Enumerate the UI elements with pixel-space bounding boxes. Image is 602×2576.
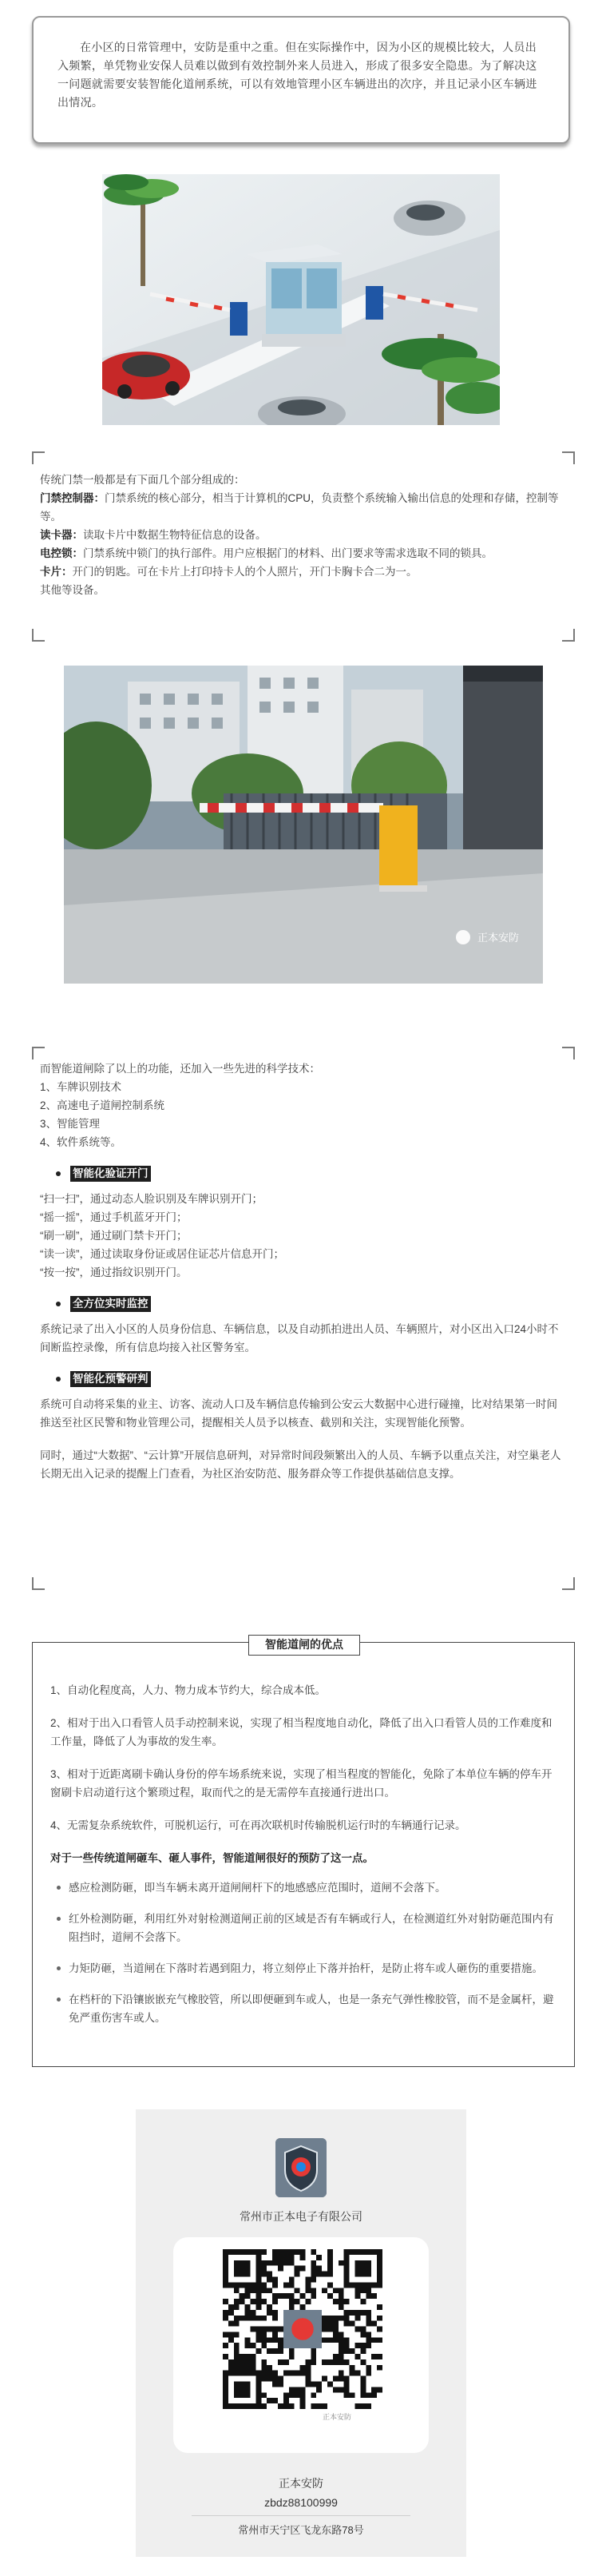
components-outro: 其他等设备。 [40, 584, 105, 596]
qr-code-icon [223, 2249, 382, 2409]
bullet-dot-icon [57, 1917, 61, 1921]
qr-code[interactable] [223, 2249, 382, 2409]
verify-line: “摇一摇”，通过手机蓝牙开门； [40, 1211, 188, 1223]
components-intro: 传统门禁一般都是有下面几个部分组成的： [40, 474, 245, 486]
monitor-paragraph: 系统记录了出入小区的人员身份信息、车辆信息，以及自动抓拍进出人员、车辆照片，对小区出入口24小时不间断监控录像，所有信息均接入社区警务室。 [40, 1323, 559, 1354]
divider [192, 2515, 410, 2516]
qr-caption: 正本安防 [323, 2413, 352, 2421]
advantages-subheading: 对于一些传统道闸砸车、砸人事件，智能道闸很好的预防了这一点。 [50, 1852, 374, 1864]
barrier-cabinet [379, 805, 418, 885]
bullet-dot-icon [57, 1886, 61, 1890]
qr-panel [173, 2237, 429, 2453]
tech-intro: 而智能道闸除了以上的功能，还加入一些先进的科学技术： [40, 1063, 320, 1075]
bullet-dot-icon [56, 1377, 61, 1381]
verify-line: “读一读”，通过读取身份证或居住证芯片信息开门； [40, 1248, 284, 1260]
warning-paragraph: 同时，通过“大数据”、“云计算”开展信息研判，对异常时间段频繁出入的人员、车辆予以重点关注，对空巢老人长期无出入记录的提醒上门查看，为社区治安防范、服务群众等工作提供基础信息支撑。 [40, 1449, 561, 1480]
protection-bullet: 力矩防砸，当道闸在下落时若遇到阻力，将立刻停止下落并抬杆，是防止将车或人砸伤的重要措施。 [50, 1959, 556, 1978]
bullet-dot-icon [57, 1998, 61, 2002]
technology-section [32, 1047, 575, 1590]
advantages-box [32, 1638, 575, 2067]
tech-list-item: 3、智能管理 [40, 1118, 101, 1130]
photo-watermark: 正本安防 [477, 932, 520, 944]
barrier-photo-drawing [64, 666, 543, 984]
warning-paragraph: 系统可自动将采集的业主、访客、流动人口及车辆信息传输到公安云大数据中心进行碰撞，比对结果第一时间推送至社区民警和物业管理公司，提醒相关人员予以核查、截别和关注，实现智能化预警。 [40, 1398, 557, 1429]
verify-line: “按一按”，通过指纹识别开门。 [40, 1266, 188, 1278]
gate-illustration [102, 174, 500, 425]
section-title: 智能化预警研判 [70, 1371, 151, 1387]
company-name: 常州市正本电子有限公司 [240, 2210, 362, 2223]
component-reader: 读卡器：读取卡片中数据生物特征信息的设备。 [40, 529, 267, 541]
advantage-item: 1、自动化程度高，人力、物力成本节约大，综合成本低。 [50, 1684, 327, 1696]
shield-logo-icon [275, 2138, 327, 2197]
gate-illustration-drawing [102, 174, 500, 425]
components-section [32, 451, 575, 642]
barrier-photo [64, 666, 543, 984]
bullet-dot-icon [57, 1966, 61, 1970]
intro-card [32, 16, 570, 144]
component-lock: 电控锁：门禁系统中锁门的执行部件。用户应根据门的材料、出门要求等需求选取不同的锁具。 [40, 547, 493, 559]
tech-list-item: 2、高速电子道闸控制系统 [40, 1099, 165, 1111]
tech-list-item: 4、软件系统等。 [40, 1136, 122, 1148]
section-heading-verify [56, 1166, 565, 1182]
tech-list-item: 1、车牌识别技术 [40, 1081, 122, 1093]
verify-line: “扫一扫”，通过动态人脸识别及车牌识别开门； [40, 1193, 263, 1205]
company-address: 常州市天宁区飞龙东路78号 [238, 2524, 364, 2536]
protection-bullet: 在档杆的下沿镶嵌嵌充气橡胶管，所以即便砸到车或人，也是一条充气弹性橡胶管，而不是金属杆，避免严重伤害车或人。 [50, 1990, 556, 2027]
advantage-item: 2、相对于出入口看管人员手动控制来说，实现了相当程度地自动化，降低了出入口看管人员的工作难度和工作量，降低了人为事故的发生率。 [50, 1717, 552, 1747]
intro-paragraph: 在小区的日常管理中，安防是重中之重。但在实际操作中，因为小区的规模比较大，人员出入频繁，单凭物业安保人员难以做到有效控制外来人员进入，形成了很多安全隐患。为了解决这一问题就需要安装智能化道闸系统，可以有效地管理小区车辆进出的次序，并且记录小区车辆进出情况。 [57, 41, 537, 109]
company-card [136, 2109, 466, 2557]
account-id: zbdz88100999 [264, 2496, 338, 2509]
advantages-title: 智能道闸的优点 [248, 1635, 360, 1656]
component-card: 卡片：开门的钥匙。可在卡片上打印持卡人的个人照片，开门卡胸卡合二为一。 [40, 566, 418, 578]
account-name: 正本安防 [279, 2477, 323, 2490]
company-logo [275, 2138, 327, 2197]
bullet-dot-icon [56, 1171, 61, 1176]
advantage-item: 4、无需复杂系统软件，可脱机运行，可在再次联机时传输脱机运行时的车辆通行记录。 [50, 1819, 466, 1831]
component-controller: 门禁控制器：门禁系统的核心部分，相当于计算机的CPU，负责整个系统输入输出信息的处理和存储，控制等等。 [40, 492, 559, 523]
advantage-item: 3、相对于近距离刷卡确认身份的停车场系统来说，实现了相当程度的智能化，免除了本单位车辆的停车开窗刷卡启动道行这个繁琐过程，取而代之的是无需停车直接通行进出口。 [50, 1768, 552, 1799]
section-heading-warning [56, 1371, 565, 1387]
bullet-dot-icon [56, 1302, 61, 1306]
protection-bullet: 感应检测防砸，即当车辆未离开道闸闸杆下的地感感应范围时，道闸不会落下。 [50, 1878, 556, 1897]
section-title: 智能化验证开门 [70, 1166, 151, 1182]
silver-car-top [394, 201, 465, 236]
section-heading-monitor [56, 1296, 565, 1312]
verify-line: “刷一刷”，通过刷门禁卡开门； [40, 1230, 188, 1242]
section-title: 全方位实时监控 [70, 1296, 151, 1312]
protection-bullet: 红外检测防砸，利用红外对射检测道闸正前的区域是否有车辆或行人，在检测道红外对射防砸范围内有阻挡时，道闸不会落下。 [50, 1910, 556, 1946]
